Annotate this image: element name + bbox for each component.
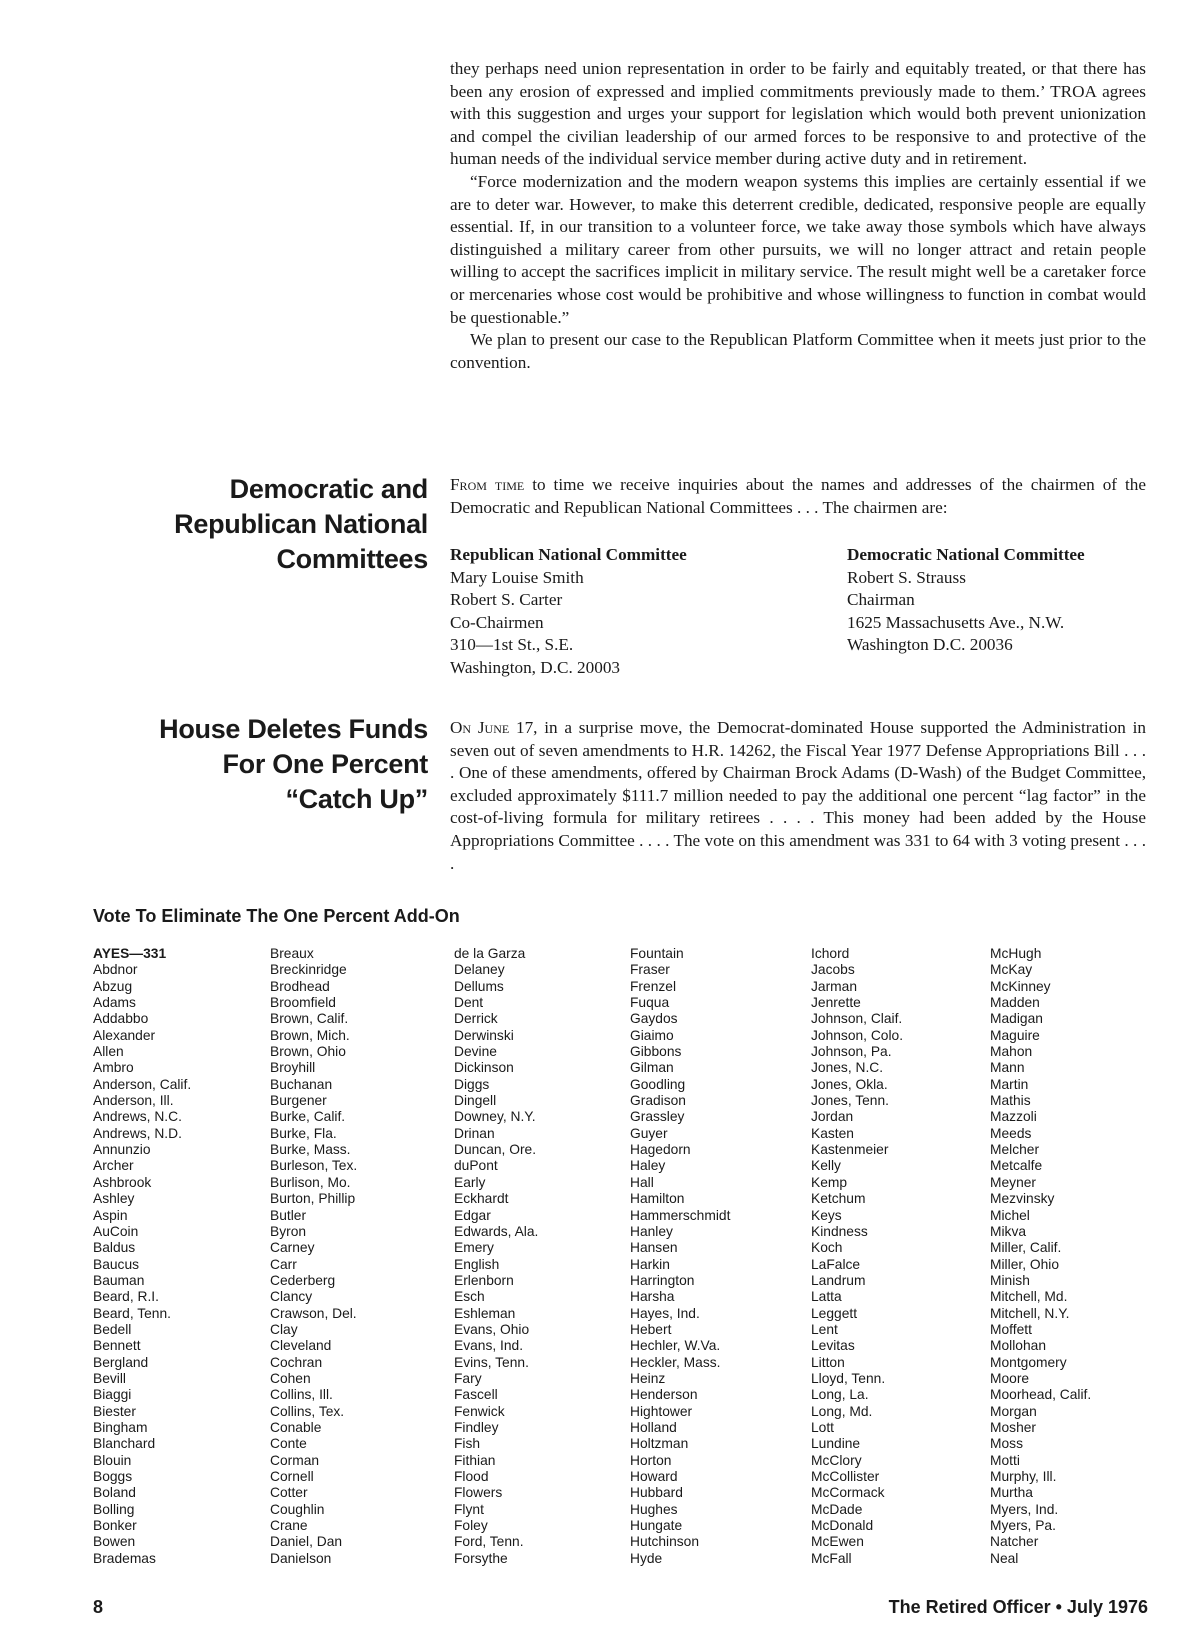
- vote-name: Emery: [454, 1240, 494, 1256]
- committees-headline-line-1: Democratic and: [229, 474, 428, 504]
- committees-lead-in: From time: [450, 475, 525, 494]
- vote-name: Drinan: [454, 1125, 495, 1141]
- vote-name: Miller, Calif.: [990, 1240, 1062, 1256]
- committees-headline-line-3: Committees: [276, 544, 428, 574]
- vote-name: Madigan: [990, 1011, 1043, 1027]
- vote-name: Cederberg: [270, 1272, 336, 1288]
- vote-name: McCormack: [811, 1485, 885, 1501]
- vote-name: Collins, Tex.: [270, 1403, 345, 1419]
- vote-name: McClory: [811, 1452, 862, 1468]
- vote-name: McKay: [990, 962, 1033, 978]
- vote-name: LaFalce: [811, 1256, 861, 1272]
- vote-name: Murtha: [990, 1485, 1033, 1501]
- vote-name: Breaux: [270, 946, 314, 961]
- vote-name: Kemp: [811, 1174, 848, 1190]
- house-headline: [159, 712, 428, 817]
- vote-name: Burke, Mass.: [270, 1142, 351, 1158]
- vote-name: Bolling: [93, 1501, 135, 1517]
- vote-name: Leggett: [811, 1305, 858, 1321]
- vote-name: Burton, Phillip: [270, 1191, 356, 1207]
- vote-name: Levitas: [811, 1338, 855, 1354]
- vote-name: Cleveland: [270, 1338, 332, 1354]
- vote-name: Hansen: [630, 1240, 678, 1256]
- vote-name: Martin: [990, 1076, 1029, 1092]
- vote-name: Myers, Pa.: [990, 1518, 1056, 1534]
- vote-name: Meyner: [990, 1174, 1037, 1190]
- vote-heading: Vote To Eliminate The One Percent Add-On: [93, 906, 460, 926]
- vote-name: McFall: [811, 1550, 852, 1566]
- vote-name: Collins, Ill.: [270, 1387, 333, 1403]
- republican-committee-contact: [450, 544, 687, 680]
- vote-name: Hebert: [630, 1321, 672, 1337]
- vote-name: duPont: [454, 1158, 498, 1174]
- vote-name: Montgomery: [990, 1354, 1067, 1370]
- vote-name: Michel: [990, 1207, 1030, 1223]
- page-number: 8: [93, 1597, 104, 1617]
- vote-name: Koch: [811, 1240, 843, 1256]
- vote-name: Madden: [990, 995, 1040, 1011]
- house-lead-in: On June: [450, 718, 510, 737]
- vote-name: Jordan: [811, 1109, 854, 1125]
- republican-contact-line: 310—1st St., S.E.: [450, 635, 574, 655]
- vote-name: Bevill: [93, 1370, 126, 1386]
- vote-name: Moorhead, Calif.: [990, 1387, 1092, 1403]
- vote-name: Morgan: [990, 1403, 1037, 1419]
- vote-name: Keys: [811, 1207, 842, 1223]
- vote-name: Broyhill: [270, 1060, 316, 1076]
- vote-name: Mezvinsky: [990, 1191, 1055, 1207]
- vote-name: Harkin: [630, 1256, 670, 1272]
- vote-name: Brademas: [93, 1550, 156, 1566]
- vote-name: Fountain: [630, 946, 684, 961]
- vote-name: Flynt: [454, 1501, 484, 1517]
- republican-contact-line: Robert S. Carter: [450, 590, 563, 610]
- vote-name: Byron: [270, 1223, 307, 1239]
- vote-column-2: [270, 946, 445, 1567]
- vote-name: Fithian: [454, 1452, 496, 1468]
- vote-name: Burleson, Tex.: [270, 1158, 358, 1174]
- vote-name: Harsha: [630, 1289, 675, 1305]
- vote-name: Lott: [811, 1419, 835, 1435]
- republican-contact-line: Mary Louise Smith: [450, 567, 584, 587]
- democratic-contact-line: 1625 Massachusetts Ave., N.W.: [847, 612, 1065, 632]
- vote-name: Crane: [270, 1518, 308, 1534]
- vote-name: Anderson, Calif.: [93, 1076, 192, 1092]
- vote-column-5: [811, 946, 986, 1567]
- committees-body: [450, 474, 1146, 519]
- vote-name: Evins, Tenn.: [454, 1354, 529, 1370]
- vote-name: Forsythe: [454, 1550, 508, 1566]
- vote-name: Latta: [811, 1289, 842, 1305]
- vote-name: Johnson, Claif.: [811, 1011, 903, 1027]
- vote-name: Burgener: [270, 1093, 327, 1109]
- vote-name: Miller, Ohio: [990, 1256, 1060, 1272]
- vote-name: Mann: [990, 1060, 1025, 1076]
- vote-name: Blanchard: [93, 1436, 156, 1452]
- vote-name: Giaimo: [630, 1027, 674, 1043]
- vote-name: Ashley: [93, 1191, 135, 1207]
- vote-name: Eshleman: [454, 1305, 516, 1321]
- committees-headline-line-2: Republican National: [174, 509, 428, 539]
- vote-column-1: [93, 946, 268, 1567]
- vote-name: Boggs: [93, 1469, 133, 1484]
- vote-name: Neal: [990, 1550, 1019, 1566]
- vote-name: Foley: [454, 1518, 488, 1534]
- vote-name: Conte: [270, 1436, 307, 1452]
- vote-name: Hutchinson: [630, 1534, 700, 1550]
- vote-name: Kastenmeier: [811, 1142, 889, 1158]
- vote-name: Bonker: [93, 1518, 137, 1534]
- vote-name: Kasten: [811, 1125, 854, 1141]
- vote-name: Downey, N.Y.: [454, 1109, 536, 1125]
- vote-name: Litton: [811, 1354, 845, 1370]
- democratic-committee-title: Democratic National Committee: [847, 545, 1085, 564]
- vote-name: Derrick: [454, 1011, 498, 1027]
- vote-name: Hayes, Ind.: [630, 1305, 700, 1321]
- vote-name: Heinz: [630, 1370, 666, 1386]
- footer-publication-title: The Retired Officer • July 1976: [888, 1597, 1148, 1617]
- vote-name: Jarman: [811, 978, 858, 994]
- vote-name: Lloyd, Tenn.: [811, 1370, 886, 1386]
- vote-name: Findley: [454, 1419, 499, 1435]
- vote-name: Cohen: [270, 1370, 311, 1386]
- intro-paragraph-1: they perhaps need union representation in order to be fairly and equitably treated, or that there has been any erosion of expressed and implied commitments previously made to them.’ TROA agrees with this suggestion and urges your support for legislation which would both prevent unionization and compel the civilian leadership of our armed forces to be responsive to and protective of the human needs of the individual service member during active duty and in retirement.: [450, 59, 1146, 169]
- vote-name: Lundine: [811, 1436, 861, 1452]
- vote-name: Myers, Ind.: [990, 1501, 1059, 1517]
- vote-name: Evans, Ind.: [454, 1338, 524, 1354]
- vote-name: Flowers: [454, 1485, 503, 1501]
- vote-name: Carr: [270, 1256, 297, 1272]
- vote-name: McEwen: [811, 1534, 864, 1550]
- vote-name: Burlison, Mo.: [270, 1174, 351, 1190]
- vote-name: Flood: [454, 1469, 489, 1484]
- vote-name: Duncan, Ore.: [454, 1142, 537, 1158]
- vote-name: Johnson, Pa.: [811, 1044, 892, 1060]
- vote-name: Minish: [990, 1272, 1030, 1288]
- vote-name: Hughes: [630, 1501, 678, 1517]
- vote-name: Moffett: [990, 1321, 1032, 1337]
- vote-name: Guyer: [630, 1125, 668, 1141]
- vote-name: Bergland: [93, 1354, 149, 1370]
- vote-name: McHugh: [990, 946, 1042, 961]
- vote-name: Fascell: [454, 1387, 498, 1403]
- vote-name: Corman: [270, 1452, 320, 1468]
- vote-name: Grassley: [630, 1109, 685, 1125]
- vote-name: Blouin: [93, 1452, 132, 1468]
- republican-contact-line: Co-Chairmen: [450, 612, 544, 632]
- vote-name: Bingham: [93, 1419, 148, 1435]
- vote-name: Moore: [990, 1370, 1030, 1386]
- vote-name: Mahon: [990, 1044, 1033, 1060]
- vote-name: Edwards, Ala.: [454, 1223, 539, 1239]
- vote-name: McDonald: [811, 1518, 874, 1534]
- vote-name: Cornell: [270, 1469, 314, 1484]
- vote-name: Eckhardt: [454, 1191, 509, 1207]
- vote-name: Brodhead: [270, 978, 330, 994]
- vote-name: Biaggi: [93, 1387, 132, 1403]
- vote-name: Jones, N.C.: [811, 1060, 884, 1076]
- vote-column-6: [990, 946, 1165, 1567]
- vote-name: Dickinson: [454, 1060, 514, 1076]
- republican-committee-title: Republican National Committee: [450, 545, 687, 564]
- vote-name: Bedell: [93, 1321, 132, 1337]
- vote-name: Natcher: [990, 1534, 1039, 1550]
- vote-name: Moss: [990, 1436, 1023, 1452]
- vote-name: Howard: [630, 1469, 678, 1484]
- intro-paragraph-2: “Force modernization and the modern weapon systems this implies are certainly essential if we are to deter war. However, to make this deterrent credible, dedicated, responsive people are equally essential. If, in our transition to a volunteer force, we take away those symbols which have always distinguished a military career from other pursuits, we will no longer attract and retain people willing to accept the sacrifices implicit in military service. The result might well be a caretaker force or mercenaries whose cost would be prohibitive and whose willingness to function in combat would be questionable.”: [450, 171, 1146, 327]
- vote-name: McCollister: [811, 1469, 880, 1484]
- house-body: [450, 717, 1146, 875]
- vote-name: Harrington: [630, 1272, 695, 1288]
- vote-name: Conable: [270, 1419, 322, 1435]
- vote-name: Frenzel: [630, 978, 677, 994]
- vote-name: Boland: [93, 1485, 136, 1501]
- vote-name: Diggs: [454, 1076, 490, 1092]
- vote-name: Fenwick: [454, 1403, 505, 1419]
- vote-name: Butler: [270, 1207, 307, 1223]
- democratic-contact-line: Washington D.C. 20036: [847, 635, 1013, 655]
- vote-name: Dellums: [454, 978, 504, 994]
- vote-name: Mathis: [990, 1093, 1031, 1109]
- vote-name: de la Garza: [454, 946, 526, 961]
- vote-name: Johnson, Colo.: [811, 1027, 904, 1043]
- vote-name: Mitchell, N.Y.: [990, 1305, 1070, 1321]
- vote-name: Andrews, N.C.: [93, 1109, 182, 1125]
- vote-name: Hungate: [630, 1518, 683, 1534]
- vote-name: Kindness: [811, 1223, 868, 1239]
- vote-name: Abzug: [93, 978, 133, 994]
- vote-name: Murphy, Ill.: [990, 1469, 1057, 1484]
- vote-name: Ashbrook: [93, 1174, 152, 1190]
- vote-name: Maguire: [990, 1027, 1040, 1043]
- vote-name: Long, La.: [811, 1387, 869, 1403]
- vote-name: Landrum: [811, 1272, 866, 1288]
- intro-text: [450, 58, 1146, 374]
- vote-name: Gaydos: [630, 1011, 678, 1027]
- republican-contact-line: Washington, D.C. 20003: [450, 657, 621, 677]
- vote-name: Ichord: [811, 946, 850, 961]
- vote-name: Meeds: [990, 1125, 1032, 1141]
- vote-name: Cotter: [270, 1485, 308, 1501]
- vote-name: Jenrette: [811, 995, 861, 1011]
- vote-column-3: [454, 946, 629, 1567]
- vote-name: Hall: [630, 1174, 654, 1190]
- house-body-text: 17, in a surprise move, the Democrat-dominated House supported the Administration in seven out of seven amendments to H.R. 14262, the Fiscal Year 1977 Defense Appropriations Bill . . . . One of these amendments, offered by Chairman Brock Adams (D-Wash) of the Budget Committee, excluded approximately $111.7 million needed to pay the additional one percent “lag factor” in the cost-of-living formula for military retirees . . . . This money had been added by the House Appropriations Committee . . . . The vote on this amendment was 331 to 64 with 3 voting present . . . .: [450, 718, 1146, 873]
- vote-name: Haley: [630, 1158, 666, 1174]
- vote-name: Mosher: [990, 1419, 1037, 1435]
- vote-name: Fish: [454, 1436, 481, 1452]
- vote-name: Bennett: [93, 1338, 141, 1354]
- vote-name: Mitchell, Md.: [990, 1289, 1068, 1305]
- vote-name: Beard, Tenn.: [93, 1305, 171, 1321]
- house-headline-line-2: For One Percent: [222, 749, 428, 779]
- vote-name: Metcalfe: [990, 1158, 1043, 1174]
- vote-name: AuCoin: [93, 1223, 139, 1239]
- vote-name: Derwinski: [454, 1027, 514, 1043]
- vote-name: Burke, Fla.: [270, 1125, 337, 1141]
- vote-name: Motti: [990, 1452, 1020, 1468]
- vote-name: Goodling: [630, 1076, 686, 1092]
- vote-name: Gibbons: [630, 1044, 682, 1060]
- vote-name: Hanley: [630, 1223, 673, 1239]
- vote-name: Hyde: [630, 1550, 663, 1566]
- vote-name: Beard, R.I.: [93, 1289, 159, 1305]
- vote-name: Jones, Okla.: [811, 1076, 888, 1092]
- vote-name: McKinney: [990, 978, 1051, 994]
- vote-name: Erlenborn: [454, 1272, 514, 1288]
- vote-name: Archer: [93, 1158, 134, 1174]
- vote-name: Breckinridge: [270, 962, 347, 978]
- vote-name: Holtzman: [630, 1436, 689, 1452]
- vote-name: Hamilton: [630, 1191, 685, 1207]
- vote-name: Baucus: [93, 1256, 140, 1272]
- vote-name: Clancy: [270, 1289, 313, 1305]
- vote-name: McDade: [811, 1501, 863, 1517]
- vote-name: Andrews, N.D.: [93, 1125, 182, 1141]
- vote-name: Delaney: [454, 962, 505, 978]
- vote-name: Danielson: [270, 1550, 332, 1566]
- vote-name: Biester: [93, 1403, 136, 1419]
- vote-name: Dent: [454, 995, 484, 1011]
- vote-name: English: [454, 1256, 500, 1272]
- vote-name: Brown, Calif.: [270, 1011, 349, 1027]
- vote-name: Addabbo: [93, 1011, 149, 1027]
- vote-name: Burke, Calif.: [270, 1109, 346, 1125]
- vote-name: Clay: [270, 1321, 298, 1337]
- vote-name: Brown, Ohio: [270, 1044, 346, 1060]
- democratic-contact-line: Robert S. Strauss: [847, 567, 966, 587]
- vote-name: Holland: [630, 1419, 677, 1435]
- house-headline-line-1: House Deletes Funds: [159, 714, 428, 744]
- vote-name: Kelly: [811, 1158, 841, 1174]
- vote-name: Alexander: [93, 1027, 156, 1043]
- vote-name: Ketchum: [811, 1191, 866, 1207]
- vote-name: Mikva: [990, 1223, 1027, 1239]
- vote-name: Hubbard: [630, 1485, 683, 1501]
- vote-name: Hechler, W.Va.: [630, 1338, 721, 1354]
- vote-name: Mollohan: [990, 1338, 1046, 1354]
- vote-name: Long, Md.: [811, 1403, 873, 1419]
- vote-name: Hagedorn: [630, 1142, 691, 1158]
- vote-name: Henderson: [630, 1387, 698, 1403]
- vote-name: Devine: [454, 1044, 497, 1060]
- democratic-contact-line: Chairman: [847, 590, 915, 610]
- vote-name: Bowen: [93, 1534, 136, 1550]
- vote-name: Melcher: [990, 1142, 1040, 1158]
- vote-name: Aspin: [93, 1207, 128, 1223]
- vote-name: Buchanan: [270, 1076, 333, 1092]
- vote-name: Esch: [454, 1289, 485, 1305]
- vote-name: Daniel, Dan: [270, 1534, 343, 1550]
- vote-name: Early: [454, 1174, 486, 1190]
- vote-name: Ambro: [93, 1060, 134, 1076]
- vote-name: Broomfield: [270, 995, 336, 1011]
- vote-name: Crawson, Del.: [270, 1305, 357, 1321]
- vote-name: Anderson, Ill.: [93, 1093, 174, 1109]
- vote-name: Fraser: [630, 962, 670, 978]
- vote-name: Mazzoli: [990, 1109, 1037, 1125]
- vote-name: Gilman: [630, 1060, 674, 1076]
- vote-name: Brown, Mich.: [270, 1027, 350, 1043]
- vote-name: Ford, Tenn.: [454, 1534, 524, 1550]
- vote-column-4: [630, 946, 805, 1567]
- intro-paragraph-3: We plan to present our case to the Republican Platform Committee when it meets just prior to the convention.: [450, 330, 1146, 372]
- vote-name: Dingell: [454, 1093, 497, 1109]
- vote-name: Annunzio: [93, 1142, 151, 1158]
- vote-name: Hightower: [630, 1403, 693, 1419]
- vote-name: Adams: [93, 995, 136, 1011]
- vote-name: Bauman: [93, 1272, 145, 1288]
- vote-name: Fuqua: [630, 995, 670, 1011]
- committees-body-text: to time we receive inquiries about the names and addresses of the chairmen of the Democratic and Republican National Committees . . . The chairmen are:: [450, 475, 1146, 517]
- ayes-label: AYES—331: [93, 946, 167, 961]
- vote-name: Cochran: [270, 1354, 323, 1370]
- vote-name: Carney: [270, 1240, 315, 1256]
- vote-name: Jacobs: [811, 962, 855, 978]
- vote-name: Baldus: [93, 1240, 136, 1256]
- vote-name: Lent: [811, 1321, 838, 1337]
- democratic-committee-contact: [847, 544, 1085, 657]
- vote-name: Allen: [93, 1044, 124, 1060]
- vote-name: Edgar: [454, 1207, 491, 1223]
- house-headline-line-3: “Catch Up”: [285, 784, 428, 814]
- committees-headline: [174, 472, 428, 577]
- vote-name: Abdnor: [93, 962, 138, 978]
- vote-name: Evans, Ohio: [454, 1321, 530, 1337]
- vote-name: Jones, Tenn.: [811, 1093, 889, 1109]
- vote-name: Coughlin: [270, 1501, 325, 1517]
- vote-name: Fary: [454, 1370, 482, 1386]
- vote-name: Heckler, Mass.: [630, 1354, 721, 1370]
- vote-name: Gradison: [630, 1093, 686, 1109]
- vote-name: Horton: [630, 1452, 672, 1468]
- vote-name: Hammerschmidt: [630, 1207, 731, 1223]
